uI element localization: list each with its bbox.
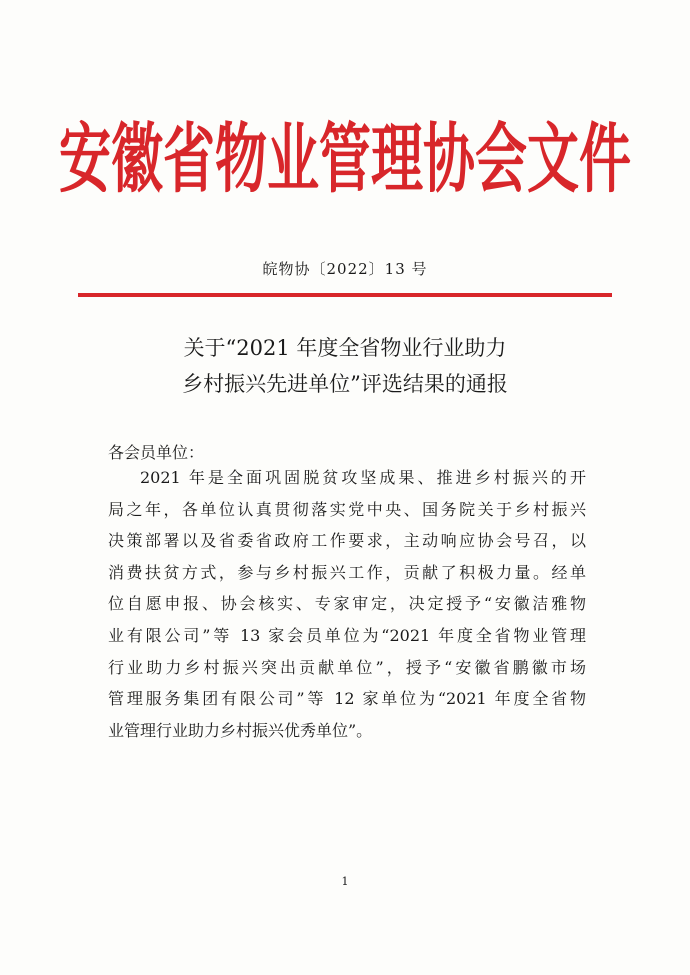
page-number: 1: [341, 875, 349, 888]
body-line: 决策部署以及省委省政府工作要求，主动响应协会号召，以: [108, 531, 586, 551]
red-divider-line: [78, 293, 612, 297]
salutation: 各会员单位：: [108, 443, 205, 462]
title-line-1: 关于“2021 年度全省物业行业助力: [183, 336, 507, 360]
title-line-2: 乡村振兴先进单位”评选结果的通报: [182, 372, 508, 396]
body-line: 2021 年是全面巩固脱贫攻坚成果、推进乡村振兴的开: [140, 468, 586, 487]
body-paragraph: [108, 462, 586, 746]
body-line: 消费扶贫方式，参与乡村振兴工作，贡献了积极力量。经单: [108, 562, 586, 582]
body-line: 业管理行业助力乡村振兴优秀单位”。: [108, 720, 373, 740]
body-line: 局之年，各单位认真贯彻落实党中央、国务院关于乡村振兴: [108, 499, 586, 519]
body-line: 位自愿申报、协会核实、专家审定，决定授予“安徽洁雅物: [108, 594, 586, 614]
document-title: [60, 330, 630, 402]
body-line: 业有限公司”等 13 家会员单位为“2021 年度全省物业管理: [108, 625, 586, 645]
document-masthead: 安徽省物业管理协会文件: [58, 115, 631, 204]
body-line: 行业助力乡村振兴突出贡献单位”，授予“安徽省鹏徽市场: [108, 657, 586, 677]
document-number: 皖物协〔2022〕13 号: [262, 260, 428, 278]
body-line: 管理服务集团有限公司”等 12 家单位为“2021 年度全省物: [108, 689, 586, 709]
